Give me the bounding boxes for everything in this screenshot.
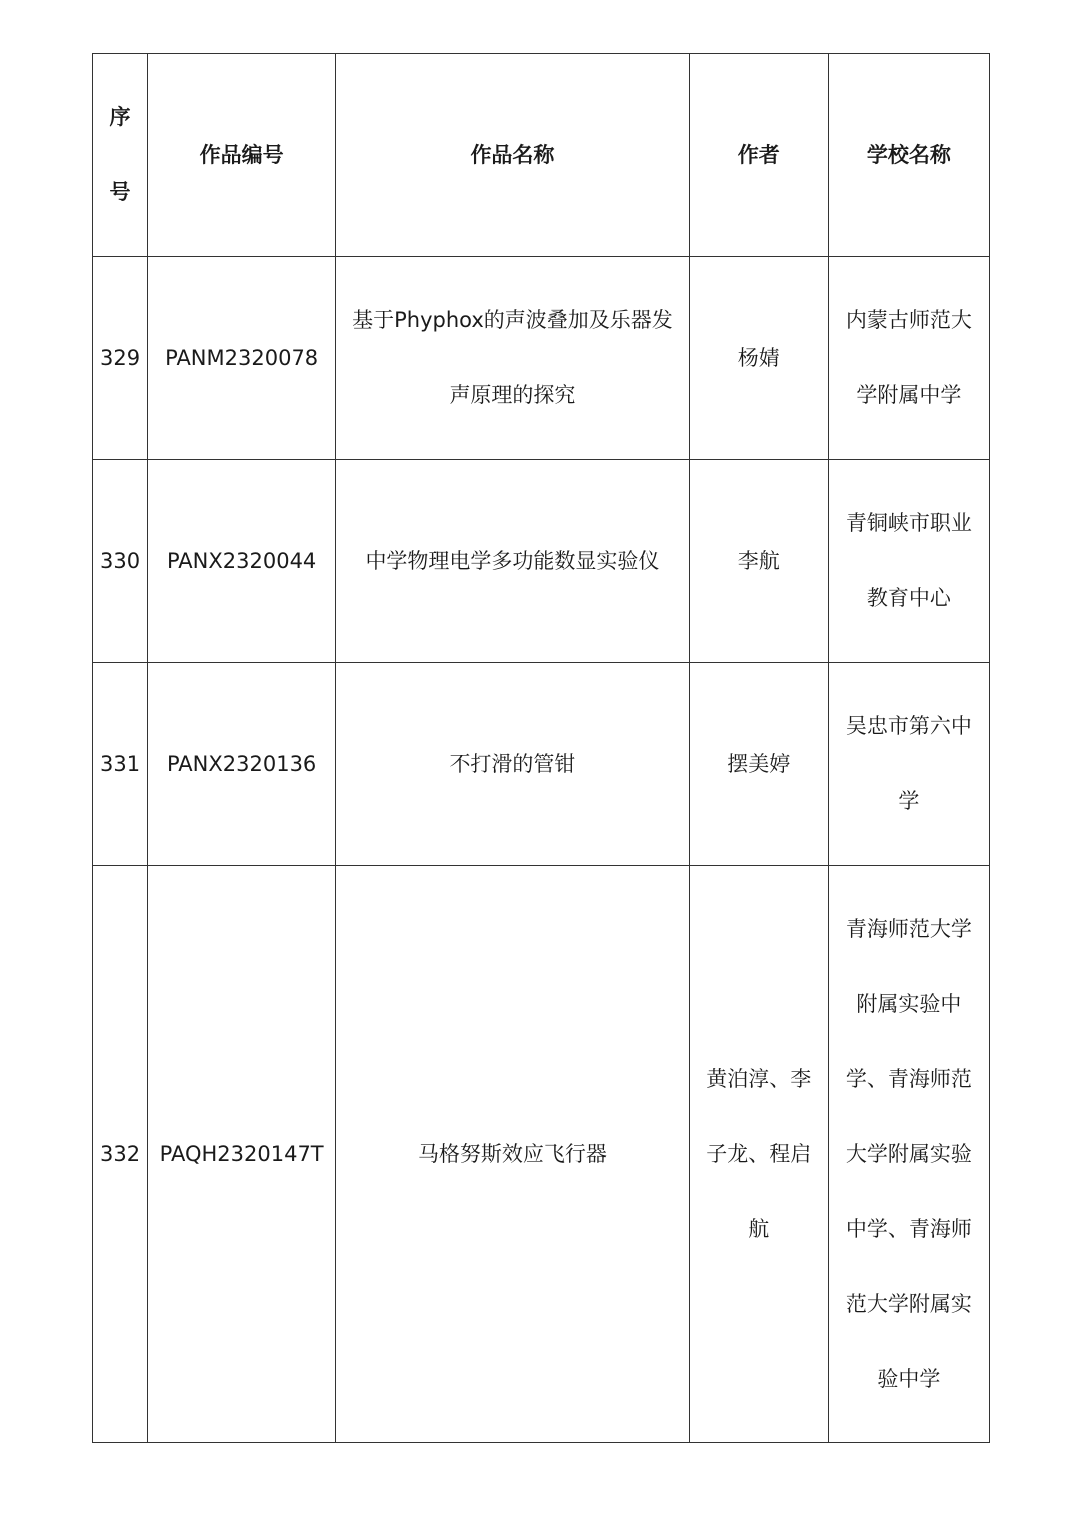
title-value: 中学物理电学多功能数显实验仪 bbox=[365, 548, 660, 573]
school-value: 吴忠市第六中学 bbox=[845, 714, 972, 813]
cell-author bbox=[689, 460, 828, 663]
cell-school bbox=[828, 257, 989, 460]
cell-school bbox=[828, 663, 989, 866]
header-code-label: 作品编号 bbox=[199, 142, 284, 167]
header-school bbox=[828, 54, 989, 257]
cell-school bbox=[828, 866, 989, 1443]
header-seq-label: 序号 bbox=[109, 105, 131, 204]
cell-code bbox=[148, 460, 336, 663]
seq-value: 330 bbox=[99, 548, 141, 573]
cell-author bbox=[689, 257, 828, 460]
table-row bbox=[93, 663, 990, 866]
table-header-row bbox=[93, 54, 990, 257]
school-value: 青铜峡市职业教育中心 bbox=[845, 511, 972, 610]
cell-author bbox=[689, 663, 828, 866]
title-value: 不打滑的管钳 bbox=[449, 751, 576, 776]
author-value: 摆美婷 bbox=[727, 751, 791, 776]
header-author bbox=[689, 54, 828, 257]
code-value: PAQH2320147T bbox=[159, 1141, 324, 1166]
title-value: 基于Phyphox的声波叠加及乐器发声原理的探究 bbox=[352, 308, 673, 407]
table-row bbox=[93, 866, 990, 1443]
header-school-label: 学校名称 bbox=[866, 142, 951, 167]
school-value: 内蒙古师范大学附属中学 bbox=[845, 308, 972, 407]
cell-code bbox=[148, 257, 336, 460]
code-value: PANX2320044 bbox=[166, 548, 317, 573]
cell-code bbox=[148, 866, 336, 1443]
seq-value: 331 bbox=[99, 751, 141, 776]
cell-seq bbox=[93, 866, 148, 1443]
table-row bbox=[93, 460, 990, 663]
header-title-label: 作品名称 bbox=[470, 142, 555, 167]
header-title bbox=[336, 54, 689, 257]
seq-value: 332 bbox=[99, 1141, 141, 1166]
cell-title bbox=[336, 257, 689, 460]
header-seq bbox=[93, 54, 148, 257]
cell-title bbox=[336, 866, 689, 1443]
cell-seq bbox=[93, 257, 148, 460]
cell-seq bbox=[93, 460, 148, 663]
code-value: PANM2320078 bbox=[165, 345, 319, 370]
table-row bbox=[93, 257, 990, 460]
award-table bbox=[92, 53, 990, 1443]
cell-title bbox=[336, 460, 689, 663]
cell-code bbox=[148, 663, 336, 866]
school-value: 青海师范大学附属实验中学、青海师范大学附属实验中学、青海师范大学附属实验中学 bbox=[845, 916, 972, 1391]
cell-school bbox=[828, 460, 989, 663]
seq-value: 329 bbox=[99, 345, 141, 370]
cell-title bbox=[336, 663, 689, 866]
author-value: 杨婧 bbox=[737, 345, 780, 370]
cell-author bbox=[689, 866, 828, 1443]
header-code bbox=[148, 54, 336, 257]
code-value: PANX2320136 bbox=[166, 751, 317, 776]
author-value: 李航 bbox=[737, 548, 780, 573]
header-author-label: 作者 bbox=[737, 142, 780, 167]
cell-seq bbox=[93, 663, 148, 866]
author-value: 黄泊淳、李子龙、程启航 bbox=[706, 1066, 812, 1241]
title-value: 马格努斯效应飞行器 bbox=[417, 1141, 607, 1166]
